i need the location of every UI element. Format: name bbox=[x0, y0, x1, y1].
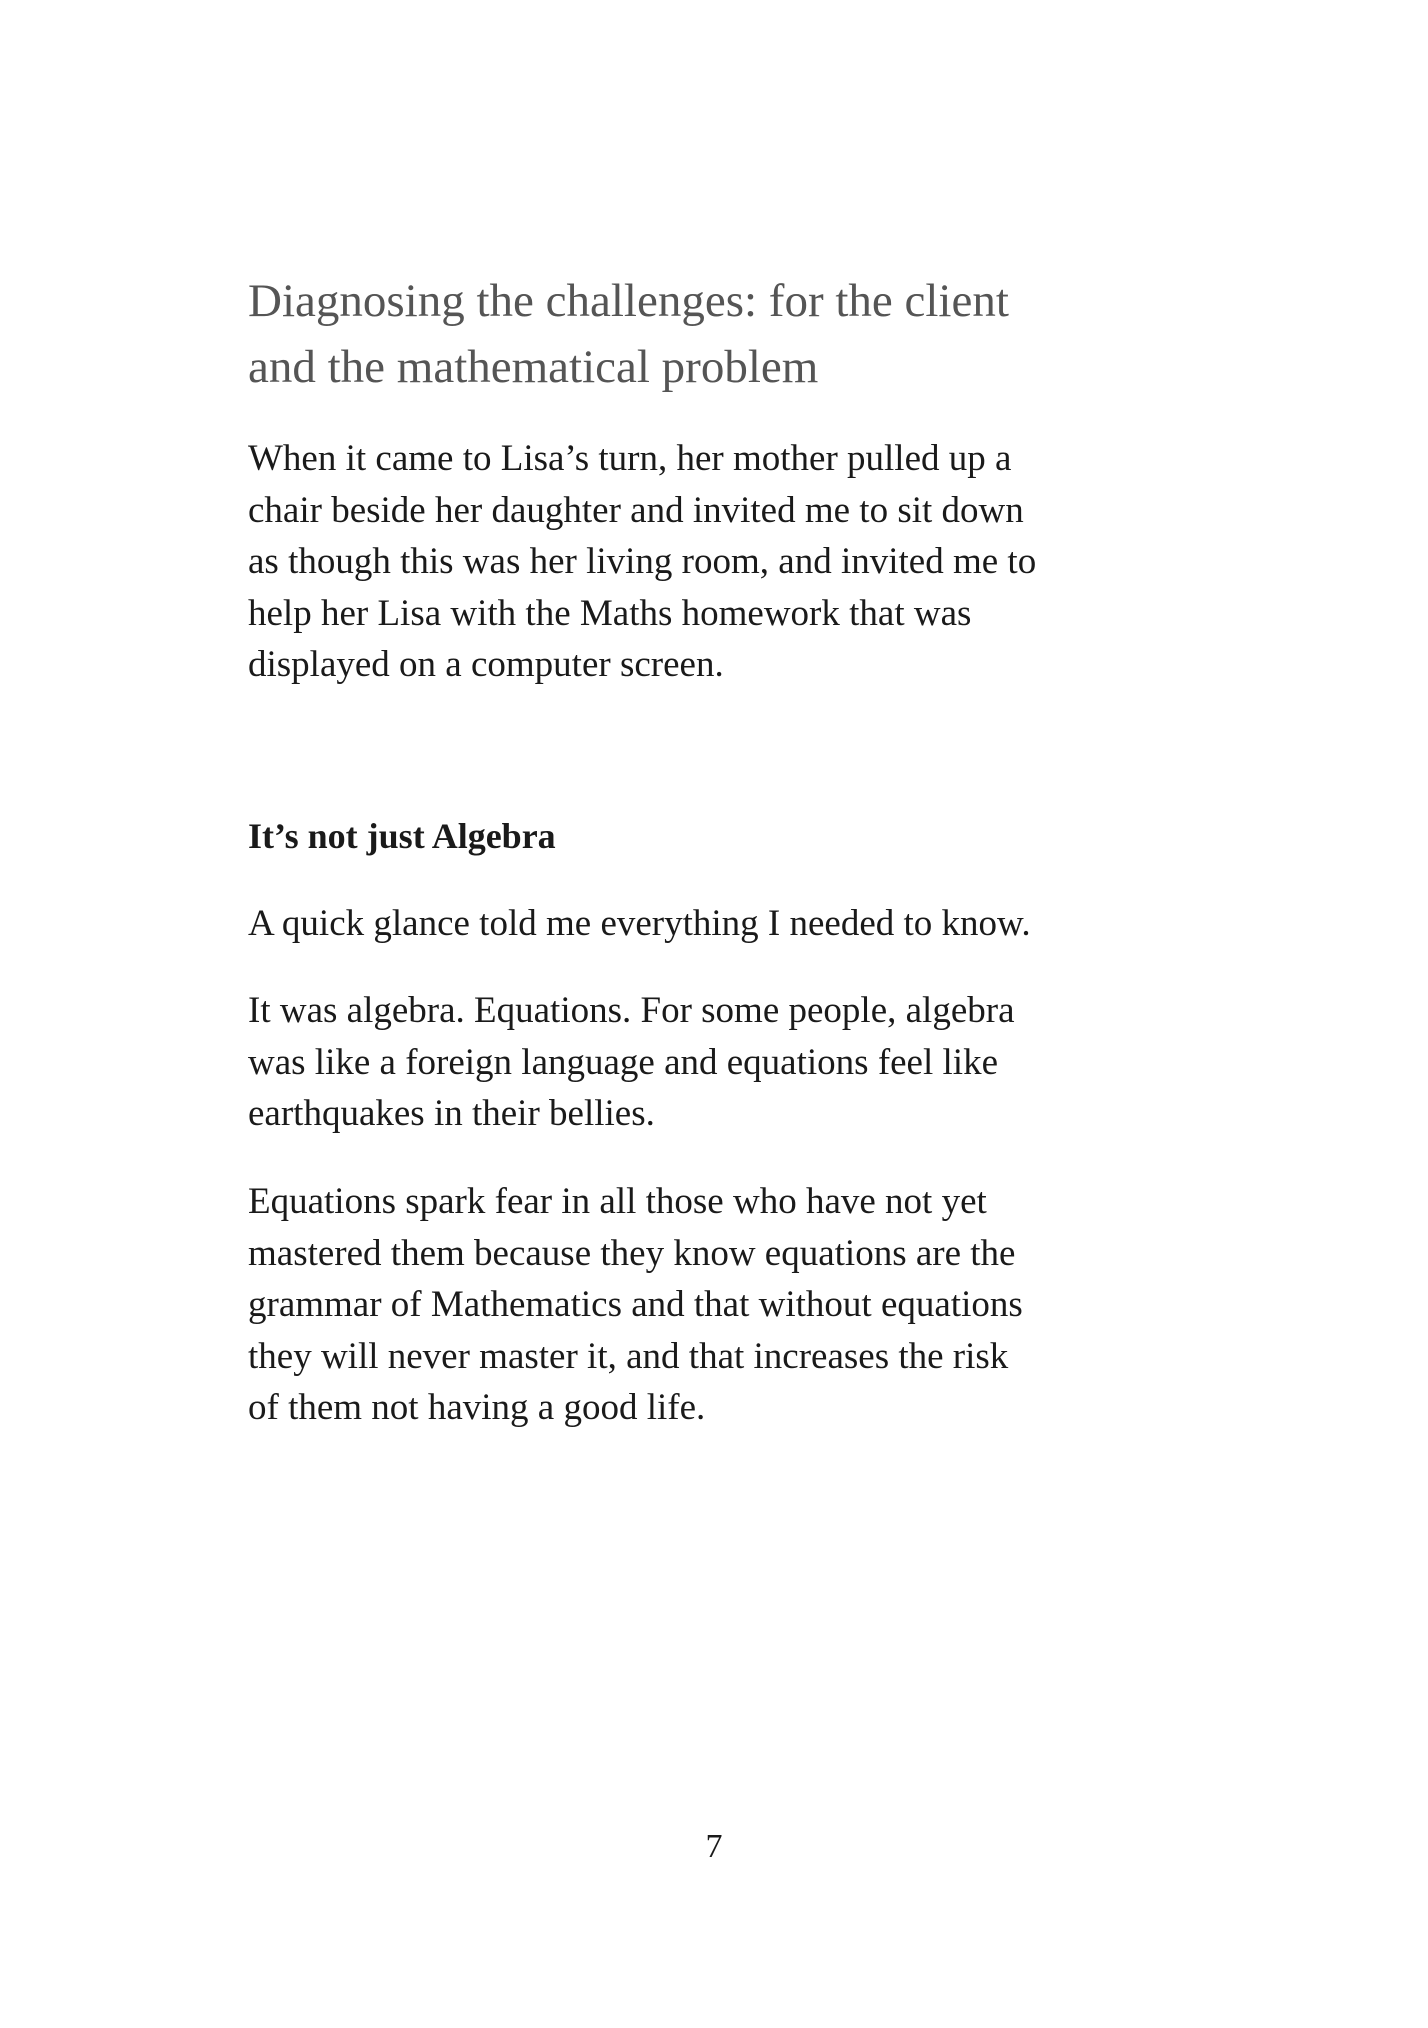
text-line: of them not having a good life. bbox=[248, 1387, 706, 1428]
text-line: was like a foreign language and equations feel like bbox=[248, 1041, 998, 1083]
text-line: earthquakes in their bellies. bbox=[248, 1093, 655, 1134]
text-line: When it came to Lisa’s turn, her mother pulled up a bbox=[248, 438, 1012, 479]
text-line: they will never master it, and that increases the risk bbox=[248, 1335, 1009, 1377]
paragraph-algebra bbox=[248, 985, 1188, 1140]
text-line: as though this was her living room, and invited me to bbox=[248, 541, 1037, 582]
text-line: A quick glance told me everything I needed to know. bbox=[248, 903, 1031, 944]
heading-line: and the mathematical problem bbox=[248, 341, 819, 393]
section-heading bbox=[248, 268, 1188, 400]
subheading: It’s not just Algebra bbox=[248, 816, 556, 856]
paragraph-equations bbox=[248, 1176, 1188, 1434]
text-line: help her Lisa with the Maths homework that was bbox=[248, 592, 972, 634]
text-line: displayed on a computer screen. bbox=[248, 644, 724, 685]
paragraph-intro bbox=[248, 433, 1188, 691]
text-line: chair beside her daughter and invited me to sit down bbox=[248, 489, 1024, 531]
heading-line: Diagnosing the challenges: for the client bbox=[248, 275, 1009, 327]
text-line: grammar of Mathematics and that without equations bbox=[248, 1284, 1023, 1325]
text-line: mastered them because they know equations are the bbox=[248, 1232, 1016, 1274]
paragraph-glance bbox=[248, 898, 1188, 950]
text-line: It was algebra. Equations. For some people, algebra bbox=[248, 990, 1015, 1031]
page-number: 7 bbox=[705, 1828, 723, 1865]
text-line: Equations spark fear in all those who have not yet bbox=[248, 1181, 987, 1222]
